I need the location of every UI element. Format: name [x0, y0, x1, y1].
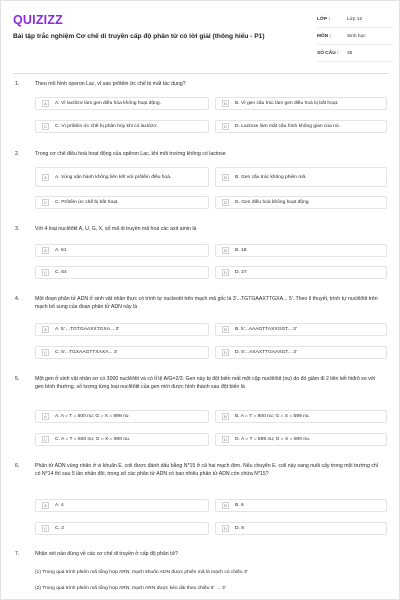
option-letter: A [42, 502, 49, 509]
option-text: C. A = T = 600 nu; G = X = 900 nu. [55, 437, 131, 442]
question-number: 7. [15, 551, 20, 557]
option-c[interactable] [35, 266, 209, 279]
question-number: 4. [15, 296, 20, 302]
meta-value: 35 [347, 50, 353, 56]
header-divider [13, 73, 389, 74]
option-text: B. A = T = 900 nu; G = X = 599 nu. [235, 414, 310, 419]
option-a[interactable] [35, 323, 209, 336]
option-text: D. Lactose làm mất cấu hình không gian của nó. [235, 124, 340, 129]
option-a[interactable] [35, 410, 209, 423]
option-letter: A [42, 413, 49, 420]
option-b[interactable] [215, 244, 387, 257]
option-letter: D [222, 269, 229, 276]
option-text: A. 4 [55, 503, 64, 508]
meta-value: Sinh học [347, 33, 366, 39]
meta-key: MÔN : [317, 33, 332, 39]
option-letter: C [42, 123, 49, 130]
option-a[interactable] [35, 499, 209, 512]
option-text: D. 27 [235, 270, 247, 275]
option-b[interactable] [215, 167, 387, 187]
option-text: A. Vùng vận hành không liên kết với prôtêin điều hoà. [55, 174, 172, 180]
option-b[interactable] [215, 323, 387, 336]
question-number: 2. [15, 151, 20, 157]
option-b[interactable] [215, 410, 387, 423]
option-letter: A [42, 326, 49, 333]
option-d[interactable] [215, 266, 387, 279]
option-letter: D [222, 123, 229, 130]
meta-row-subject [317, 28, 393, 45]
meta-row-class [317, 11, 393, 28]
option-text: C. 5'...TGXAAGTTXAXA... 3' [55, 350, 118, 355]
option-letter: C [42, 199, 49, 206]
option-a[interactable] [35, 97, 209, 110]
option-text: B. 5'...AAAGTTAXXGGT... 3' [235, 327, 297, 332]
option-text: B. 6 [235, 503, 244, 508]
statement-2: (2) Trong quá trình phiên mã tổng hợp ARN, mạch ARN được kéo dài theo chiều 5' → 3' [35, 586, 226, 591]
question-text: Một gen ở sinh vật nhân sơ có 3000 nuclêôtit và có tỉ lệ A/G=2/3. Gen này bị đột biến mất một cặp nuclêôtit (nu) do đó giảm đi 2 liên kết hiđrô so với gen bình thường, số lượng từng loại nuclêôtit của gen mới được hình thành sau đột biến là [35, 376, 376, 390]
meta-key: SỐ CÂU : [317, 50, 339, 56]
page-title: Bài tập trắc nghiệm Cơ chế di truyền cấp độ phân tử có lời giải (thông hiểu - P1) [13, 33, 265, 40]
question-number: 3. [15, 226, 20, 232]
option-letter: B [222, 247, 229, 254]
option-text: C. Prôtêin ức chế bị bất hoạt. [55, 200, 119, 205]
option-letter: C [42, 436, 49, 443]
option-letter: B [222, 174, 229, 181]
option-letter: B [222, 326, 229, 333]
option-text: A. Vì lactôzơ làm gen điều hòa không hoạt động. [55, 101, 161, 106]
meta-row-count [317, 45, 393, 62]
option-text: A. 5' ...TGTGAAXXTGXA... 3' [55, 327, 120, 332]
meta-key: LỚP : [317, 16, 331, 22]
worksheet-meta [317, 11, 393, 62]
option-text: D. 5'...AXAXTTGAAXGT... 3' [235, 350, 297, 355]
option-letter: A [42, 247, 49, 254]
question-text: Một đoạn phân tử ADN ở sinh vật nhân thực có trình tự nucleotit trên mạch mã gốc là 3'...TGTGAAXTTGXA... 5'. Theo lí thuyết, trình tự nuclêôtit trên mạch bổ sung của đoạn phân tử ADN này là [35, 296, 378, 310]
option-letter: A [42, 174, 49, 181]
option-d[interactable] [215, 120, 387, 133]
option-text: C. Vì prôtêin ức chế bị phân hủy khi có lactôzơ. [55, 124, 158, 129]
option-text: A. A = T = 600 nu; G = X = 899 nu [55, 414, 129, 419]
option-c[interactable] [35, 433, 209, 446]
option-text: D. 8 [235, 526, 244, 531]
option-b[interactable] [215, 97, 387, 110]
question-number: 5. [15, 376, 20, 382]
worksheet-header [13, 11, 389, 63]
option-letter: D [222, 436, 229, 443]
option-letter: A [42, 100, 49, 107]
option-d[interactable] [215, 522, 387, 535]
option-text: C. 64 [55, 270, 67, 275]
option-text: D. A = T = 599 nu; G = X = 900 nu. [235, 437, 311, 442]
question-text: Theo mô hình operon Lac, vì sao prôtêin ức chế bị mất tác dụng? [35, 81, 186, 87]
option-text: A. 61 [55, 248, 67, 253]
option-text: B. Gen cấu trúc không phiên mã. [235, 174, 307, 180]
option-text: C. 2 [55, 526, 64, 531]
option-letter: C [42, 269, 49, 276]
option-d[interactable] [215, 196, 387, 209]
option-a[interactable] [35, 244, 209, 257]
option-a[interactable] [35, 167, 209, 187]
question-text: Phân tử ADN vùng nhân ở vi khuẩn E. coli được đánh dấu bằng N*15 ở cả hai mạch đơn. Nếu chuyển E. coli này sang nuôi cấy trong môi trường chỉ có N*14 thì sau 5 lần nhân đôi, trong số các phân tử ADN có bao nhiêu phân tử ADN còn chứa N*15? [35, 463, 378, 477]
meta-value: Lớp 12 [347, 16, 363, 22]
option-c[interactable] [35, 522, 209, 535]
option-letter: D [222, 525, 229, 532]
statement-1: (1) Trong quá trình phiên mã tổng hợp ARN, mạch khuôn ADN được phiên mã là mạch có chiều 3' [35, 570, 248, 575]
option-c[interactable] [35, 196, 209, 209]
option-c[interactable] [35, 346, 209, 359]
option-letter: B [222, 502, 229, 509]
question-text: Nhận xét nào đúng về các cơ chế di truyền ở cấp độ phân tử? [35, 551, 178, 557]
option-letter: B [222, 100, 229, 107]
question-number: 1. [15, 81, 20, 87]
option-d[interactable] [215, 346, 387, 359]
option-letter: C [42, 349, 49, 356]
option-text: D. Gen điều hoà không hoạt động. [235, 200, 310, 205]
option-c[interactable] [35, 120, 209, 133]
option-d[interactable] [215, 433, 387, 446]
option-b[interactable] [215, 499, 387, 512]
option-letter: B [222, 413, 229, 420]
option-letter: C [42, 525, 49, 532]
question-number: 6. [15, 463, 20, 469]
quizizz-logo[interactable]: QUIZIZZ [13, 13, 64, 27]
option-letter: D [222, 349, 229, 356]
option-letter: D [222, 199, 229, 206]
question-text: Trong cơ chế điều hoà hoạt động của opêron Lac, khi môi trường không có lactose [35, 151, 226, 157]
question-text: Với 4 loại nuclêôtit A, U, G, X, số mã di truyền mã hoá các axit amin là [35, 226, 197, 232]
option-text: B. 18 [235, 248, 247, 253]
option-text: B. Vì gen cấu trúc làm gen điều hoà bị bất hoạt. [235, 101, 339, 106]
